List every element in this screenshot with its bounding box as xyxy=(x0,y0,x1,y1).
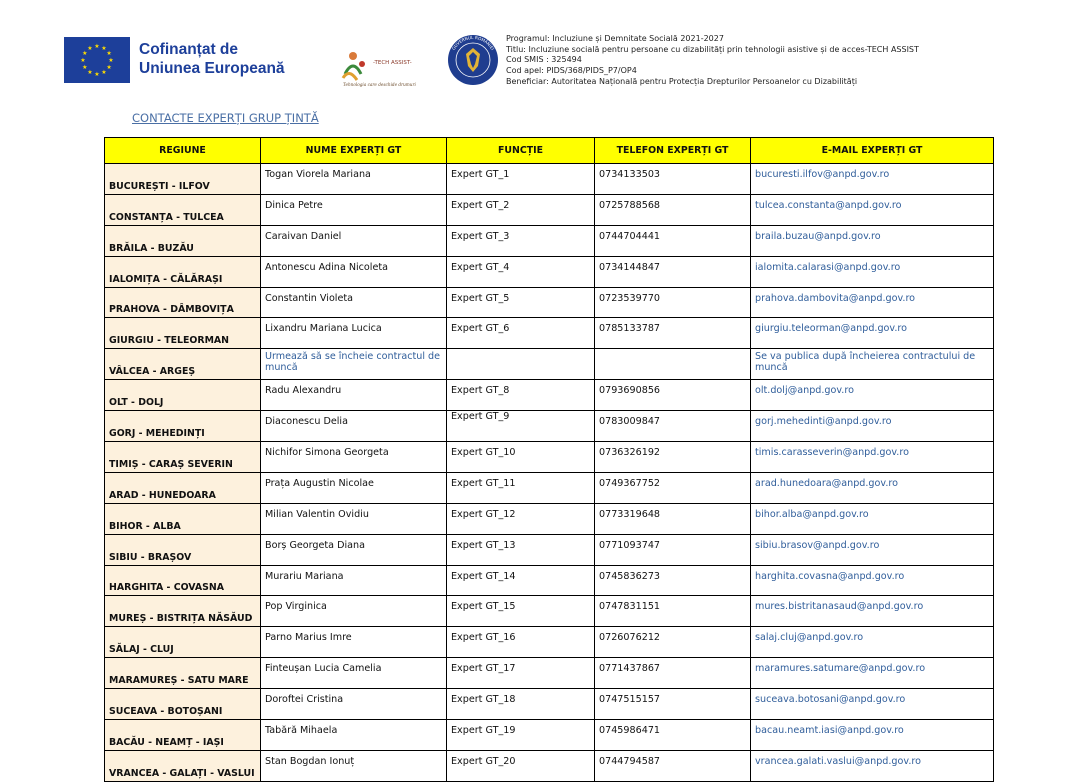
table-row xyxy=(105,472,994,503)
region-cell: PRAHOVA - DÂMBOVIȚA xyxy=(105,287,261,318)
table-row xyxy=(105,380,994,411)
table-row xyxy=(105,411,994,442)
region-cell: TIMIȘ - CARAȘ SEVERIN xyxy=(105,442,261,473)
region-cell: BACĂU - NEAMȚ - IAȘI xyxy=(105,720,261,751)
function-cell: Expert GT_15 xyxy=(447,596,595,627)
column-header-email: E-MAIL EXPERȚI GT xyxy=(751,138,994,164)
table-row xyxy=(105,565,994,596)
eu-star-icon: ★ xyxy=(80,57,86,64)
function-cell: Expert GT_13 xyxy=(447,534,595,565)
function-cell xyxy=(447,349,595,380)
program-line: Titlu: Incluziune socială pentru persoane cu dizabilități prin tehnologii asistive și de acces-TECH ASSIST xyxy=(506,44,919,54)
phone-cell: 0747515157 xyxy=(595,689,751,720)
phone-cell: 0771093747 xyxy=(595,534,751,565)
expert-name-cell: Antonescu Adina Nicoleta xyxy=(261,256,447,287)
expert-name-cell: Milian Valentin Ovidiu xyxy=(261,503,447,534)
expert-name-cell: Urmează să se încheie contractul de muncă xyxy=(261,349,447,380)
region-cell: GIURGIU - TELEORMAN xyxy=(105,318,261,349)
function-cell: Expert GT_19 xyxy=(447,720,595,751)
eu-flag-icon xyxy=(64,37,130,83)
column-header-function: FUNCȚIE xyxy=(447,138,595,164)
eu-star-icon: ★ xyxy=(87,69,93,77)
expert-name-cell: Pop Virginica xyxy=(261,596,447,627)
function-cell: Expert GT_4 xyxy=(447,256,595,287)
romanian-government-logo xyxy=(447,34,499,86)
expert-name-cell: Constantin Violeta xyxy=(261,287,447,318)
function-cell: Expert GT_2 xyxy=(447,194,595,225)
expert-name-cell: Prața Augustin Nicolae xyxy=(261,472,447,503)
table-row xyxy=(105,256,994,287)
region-cell: HARGHITA - COVASNA xyxy=(105,565,261,596)
email-cell[interactable]: salaj.cluj@anpd.gov.ro xyxy=(751,627,994,658)
email-cell[interactable]: gorj.mehedinti@anpd.gov.ro xyxy=(751,411,994,442)
phone-cell: 0773319648 xyxy=(595,503,751,534)
function-cell: Expert GT_14 xyxy=(447,565,595,596)
phone-cell: 0745836273 xyxy=(595,565,751,596)
expert-name-cell: Lixandru Mariana Lucica xyxy=(261,318,447,349)
eu-star-icon: ★ xyxy=(82,50,88,57)
table-row xyxy=(105,534,994,565)
table-row xyxy=(105,287,994,318)
phone-cell: 0783009847 xyxy=(595,411,751,442)
function-cell: Expert GT_17 xyxy=(447,658,595,689)
gov-logo-text: GUVERNUL ROMÂNIEI xyxy=(450,34,496,51)
function-cell: Expert GT_8 xyxy=(447,380,595,411)
email-cell[interactable]: sibiu.brasov@anpd.gov.ro xyxy=(751,534,994,565)
function-cell: Expert GT_6 xyxy=(447,318,595,349)
phone-cell: 0734144847 xyxy=(595,256,751,287)
function-cell: Expert GT_1 xyxy=(447,164,595,195)
program-line: Cod SMIS : 325494 xyxy=(506,55,582,65)
region-cell: SUCEAVA - BOTOȘANI xyxy=(105,689,261,720)
phone-cell xyxy=(595,349,751,380)
eu-star-icon: ★ xyxy=(82,64,88,71)
table-row xyxy=(105,225,994,256)
phone-cell: 0745986471 xyxy=(595,720,751,751)
table-row xyxy=(105,194,994,225)
eu-star-icon: ★ xyxy=(108,57,114,64)
region-cell: VÂLCEA - ARGEȘ xyxy=(105,349,261,380)
phone-cell: 0744704441 xyxy=(595,225,751,256)
expert-name-cell: Doroftei Cristina xyxy=(261,689,447,720)
phone-cell: 0771437867 xyxy=(595,658,751,689)
email-cell[interactable]: braila.buzau@anpd.gov.ro xyxy=(751,225,994,256)
eu-star-icon: ★ xyxy=(101,44,107,52)
region-cell: BIHOR - ALBA xyxy=(105,503,261,534)
table-header-row xyxy=(105,138,994,164)
email-cell[interactable]: suceava.botosani@anpd.gov.ro xyxy=(751,689,994,720)
region-cell: CONSTANȚA - TULCEA xyxy=(105,194,261,225)
eu-text-line1: Cofinanțat de xyxy=(139,41,239,58)
region-cell: MUREȘ - BISTRIȚA NĂSĂUD xyxy=(105,596,261,627)
eu-star-icon: ★ xyxy=(101,69,107,77)
region-cell: SĂLAJ - CLUJ xyxy=(105,627,261,658)
table-row xyxy=(105,442,994,473)
table-row xyxy=(105,349,994,380)
eu-text-line2: Uniunea Europeană xyxy=(139,60,285,77)
expert-name-cell: Togan Viorela Mariana xyxy=(261,164,447,195)
region-cell: BRĂILA - BUZĂU xyxy=(105,225,261,256)
phone-cell: 0785133787 xyxy=(595,318,751,349)
function-cell: Expert GT_20 xyxy=(447,750,595,781)
table-row xyxy=(105,627,994,658)
region-cell: OLT - DOLJ xyxy=(105,380,261,411)
function-cell: Expert GT_5 xyxy=(447,287,595,318)
expert-name-cell: Dinica Petre xyxy=(261,194,447,225)
program-line: Cod apel: PIDS/368/PIDS_P7/OP4 xyxy=(506,66,637,76)
tech-assist-slogan: Tehnologia care deschide drumuri xyxy=(343,82,416,87)
expert-name-cell: Murariu Mariana xyxy=(261,565,447,596)
program-info xyxy=(506,34,919,88)
expert-name-cell: Parno Marius Imre xyxy=(261,627,447,658)
email-cell[interactable]: prahova.dambovita@anpd.gov.ro xyxy=(751,287,994,318)
email-cell[interactable]: vrancea.galati.vaslui@anpd.gov.ro xyxy=(751,750,994,781)
email-cell[interactable]: timis.carasseverin@anpd.gov.ro xyxy=(751,442,994,473)
table-row xyxy=(105,596,994,627)
email-cell[interactable]: tulcea.constanta@anpd.gov.ro xyxy=(751,194,994,225)
table-row xyxy=(105,750,994,781)
column-header-name: NUME EXPERȚI GT xyxy=(261,138,447,164)
region-cell: SIBIU - BRAȘOV xyxy=(105,534,261,565)
table-row xyxy=(105,658,994,689)
phone-cell: 0749367752 xyxy=(595,472,751,503)
eu-star-icon: ★ xyxy=(106,50,112,57)
region-cell: BUCUREȘTI - ILFOV xyxy=(105,164,261,195)
expert-name-cell: Caraivan Daniel xyxy=(261,225,447,256)
phone-cell: 0723539770 xyxy=(595,287,751,318)
table-row xyxy=(105,720,994,751)
document-title: CONTACTE EXPERȚI GRUP ȚINTĂ xyxy=(132,111,319,125)
email-cell[interactable]: mures.bistritanasaud@anpd.gov.ro xyxy=(751,596,994,627)
function-cell: Expert GT_11 xyxy=(447,472,595,503)
email-cell[interactable]: maramures.satumare@anpd.gov.ro xyxy=(751,658,994,689)
email-cell[interactable]: arad.hunedoara@anpd.gov.ro xyxy=(751,472,994,503)
column-header-region: REGIUNE xyxy=(105,138,261,164)
region-cell: VRANCEA - GALAȚI - VASLUI xyxy=(105,750,261,781)
column-header-phone: TELEFON EXPERȚI GT xyxy=(595,138,751,164)
tech-assist-label: -TECH ASSIST- xyxy=(373,60,412,66)
eu-star-icon: ★ xyxy=(94,71,100,78)
function-cell: Expert GT_3 xyxy=(447,225,595,256)
phone-cell: 0736326192 xyxy=(595,442,751,473)
expert-name-cell: Stan Bogdan Ionuț xyxy=(261,750,447,781)
region-cell: ARAD - HUNEDOARA xyxy=(105,472,261,503)
table-row xyxy=(105,164,994,195)
email-cell[interactable]: bucuresti.ilfov@anpd.gov.ro xyxy=(751,164,994,195)
email-cell: Se va publica după încheierea contractului de muncă xyxy=(751,349,994,380)
table-row xyxy=(105,689,994,720)
phone-cell: 0725788568 xyxy=(595,194,751,225)
function-cell: Expert GT_9 xyxy=(447,411,595,442)
eu-star-icon: ★ xyxy=(87,44,93,52)
function-cell: Expert GT_18 xyxy=(447,689,595,720)
program-line: Beneficiar: Autoritatea Națională pentru Protecția Drepturilor Persoanelor cu Dizabilități xyxy=(506,76,858,86)
function-cell: Expert GT_12 xyxy=(447,503,595,534)
table-row xyxy=(105,318,994,349)
table-row xyxy=(105,503,994,534)
expert-name-cell: Finteușan Lucia Camelia xyxy=(261,658,447,689)
expert-name-cell: Radu Alexandru xyxy=(261,380,447,411)
function-cell: Expert GT_16 xyxy=(447,627,595,658)
region-cell: MARAMUREȘ - SATU MARE xyxy=(105,658,261,689)
expert-name-cell: Tabără Mihaela xyxy=(261,720,447,751)
expert-name-cell: Diaconescu Delia xyxy=(261,411,447,442)
experts-contact-table xyxy=(104,137,994,782)
phone-cell: 0734133503 xyxy=(595,164,751,195)
email-cell[interactable]: bacau.neamt.iasi@anpd.gov.ro xyxy=(751,720,994,751)
expert-name-cell: Nichifor Simona Georgeta xyxy=(261,442,447,473)
phone-cell: 0726076212 xyxy=(595,627,751,658)
eu-star-icon: ★ xyxy=(94,43,100,50)
email-cell[interactable]: ialomita.calarasi@anpd.gov.ro xyxy=(751,256,994,287)
function-cell: Expert GT_10 xyxy=(447,442,595,473)
tech-assist-logo xyxy=(335,44,440,90)
region-cell: IALOMIȚA - CĂLĂRAȘI xyxy=(105,256,261,287)
region-cell: GORJ - MEHEDINȚI xyxy=(105,411,261,442)
eu-star-icon: ★ xyxy=(106,64,112,71)
expert-name-cell: Borș Georgeta Diana xyxy=(261,534,447,565)
email-cell[interactable]: olt.dolj@anpd.gov.ro xyxy=(751,380,994,411)
phone-cell: 0747831151 xyxy=(595,596,751,627)
phone-cell: 0793690856 xyxy=(595,380,751,411)
program-line: Programul: Incluziune și Demnitate Socială 2021-2027 xyxy=(506,34,724,43)
email-cell[interactable]: harghita.covasna@anpd.gov.ro xyxy=(751,565,994,596)
email-cell[interactable]: giurgiu.teleorman@anpd.gov.ro xyxy=(751,318,994,349)
email-cell[interactable]: bihor.alba@anpd.gov.ro xyxy=(751,503,994,534)
phone-cell: 0744794587 xyxy=(595,750,751,781)
eu-cofinanced-text xyxy=(139,40,285,78)
